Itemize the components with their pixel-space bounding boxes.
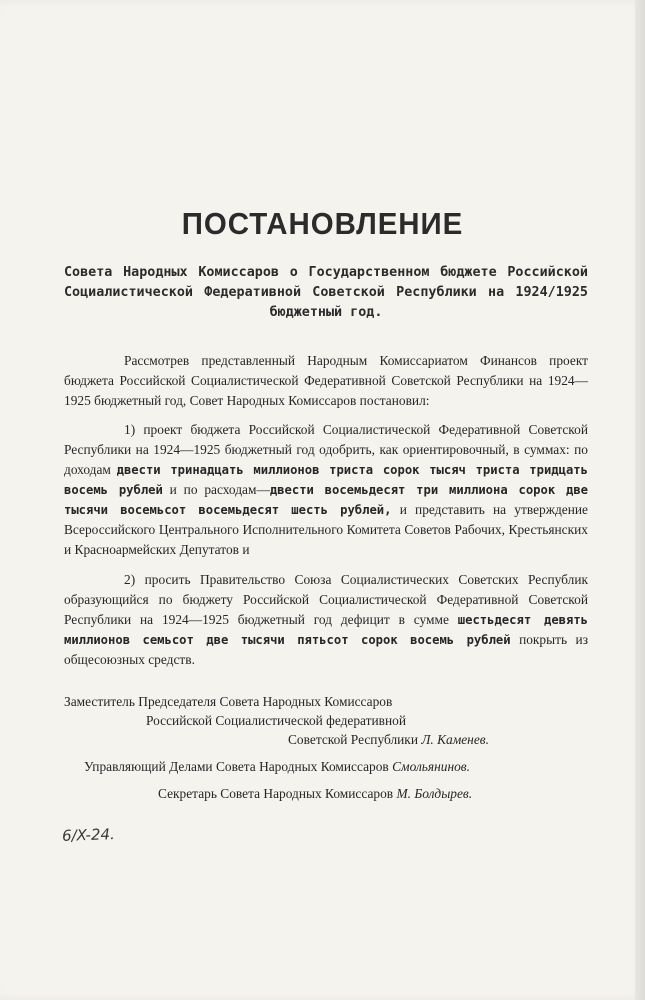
signature-3-name: М. Болдырев. bbox=[396, 786, 473, 801]
p1-text-a: 1) проект бюджета Российской Социалистической Федеративной Советской Республики на 1924—1925 бюджетный год одобрить, как ориентировочный, в суммах: по доходам bbox=[64, 422, 588, 477]
signature-2 bbox=[84, 759, 470, 775]
p2-deficit-amount: шестьдесят девять миллионов семьсот две тысячи пятьсот сорок восемь рублей bbox=[64, 613, 589, 647]
signature-2-title: Управляющий Делами Совета Народных Комиссаров bbox=[84, 759, 389, 774]
signature-1-line-1: Заместитель Председателя Совета Народных Комиссаров bbox=[64, 694, 393, 709]
signature-1-name: Л. Каменев. bbox=[421, 732, 489, 747]
paragraph-2 bbox=[64, 570, 588, 670]
signature-1-org: Советской Республики bbox=[288, 732, 418, 747]
signature-1-line-3 bbox=[288, 732, 489, 748]
document-title: ПОСТАНОВЛЕНИЕ bbox=[181, 206, 464, 241]
document-subtitle: Совета Народных Комиссаров о Государственном бюджете Российской Социалистической Федеративной Советской Республики на 1924/1925 бюджетный год. bbox=[64, 265, 588, 320]
intro-text: Рассмотрев представленный Народным Комиссариатом Финансов проект бюджета Российской Социалистической Федеративной Советской Республики на 1924—1925 бюджетный год, Совет Народных Комиссаров постановил: bbox=[64, 353, 588, 408]
paragraph-1 bbox=[64, 420, 588, 560]
p1-text-c: и по расходам— bbox=[169, 482, 270, 497]
p1-text-e: и представить на утверждение Всероссийского Центрального Исполнительного Комитета Советов Рабочих, Крестьянских и Красноармейских Депутатов и bbox=[64, 502, 588, 557]
handwritten-date: 6/X-24. bbox=[61, 825, 116, 845]
p1-income-amount: двести тринадцать миллионов триста сорок тысяч триста тридцать восемь рублей bbox=[64, 463, 588, 497]
signature-1-line-2: Российской Социалистической федеративной bbox=[146, 713, 407, 728]
signature-3 bbox=[158, 786, 472, 802]
signature-2-name: Смольянинов. bbox=[392, 759, 470, 774]
p1-expense-amount: двести восемьдесят три миллиона сорок две тысячи восемьсот восемьдесят шесть рублей, bbox=[64, 483, 588, 517]
p2-text-a: 2) просить Правительство Союза Социалистических Советских Республик образующийся по бюджету Российской Социалистической Федеративной Советской Республики на 1924—1925 бюджетный год дефицит в сумме bbox=[64, 572, 588, 627]
page-edge bbox=[635, 0, 645, 1000]
p2-text-c: покрыть из общесоюзных средств. bbox=[64, 632, 588, 667]
signature-3-title: Секретарь Совета Народных Комиссаров bbox=[158, 786, 394, 801]
intro-paragraph bbox=[64, 351, 588, 411]
